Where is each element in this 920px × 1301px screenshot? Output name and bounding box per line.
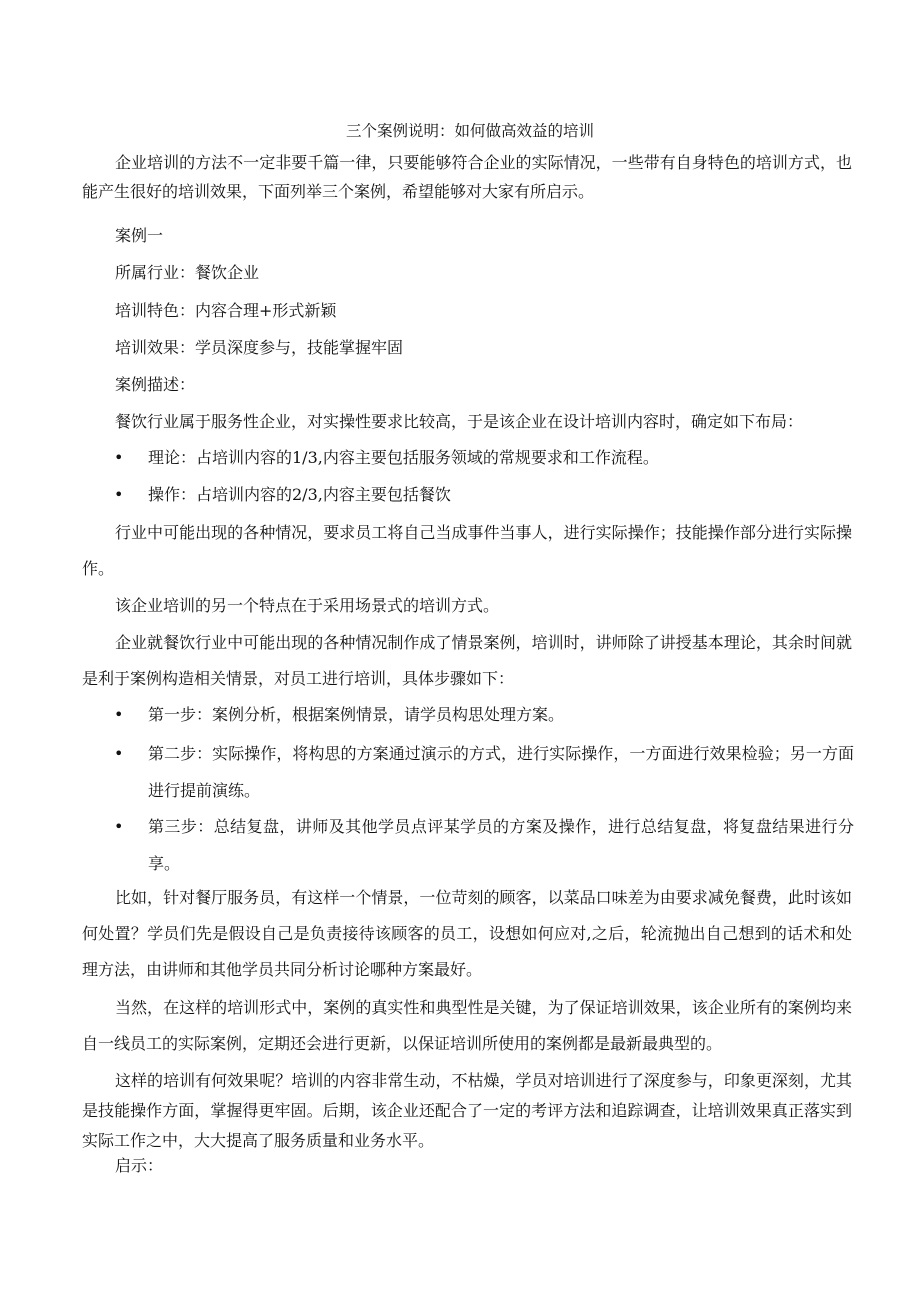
step-text: 第二步：实际操作，将构思的方案通过演示的方式，进行实际操作，一方面进行效果检验；另一方面进行提前演练。 — [148, 744, 854, 800]
step-text: 第三步：总结复盘，讲师及其他学员点评某学员的方案及操作，进行总结复盘，将复盘结果进行分享。 — [148, 817, 854, 873]
description-text: 餐饮行业属于服务性企业，对实操性要求比较高，于是该企业在设计培训内容时，确定如下布局： — [115, 412, 804, 431]
bullet-icon: • — [114, 817, 124, 836]
effect-line: 培训效果：学员深度参与，技能掌握牢固 — [115, 338, 404, 357]
operation-continuation: 行业中可能出现的各种情况，要求员工将自己当成事件当事人，进行实际操作；技能操作部分进行实际操作。 — [82, 523, 852, 578]
bullet-icon: • — [114, 485, 124, 504]
scenario-feature: 该企业培训的另一个特点在于采用场景式的培训方式。 — [115, 596, 500, 615]
case-heading: 案例一 — [115, 226, 164, 245]
document-title: 三个案例说明：如何做高效益的培训 — [345, 122, 594, 140]
step-text: 第一步：案例分析，根据案例情景，请学员构思处理方案。 — [148, 705, 565, 724]
result-paragraph: 这样的培训有何效果呢？培训的内容非常生动，不枯燥，学员对培训进行了深度参与，印象更深刻，尤其是技能操作方面，掌握得更牢固。后期，该企业还配合了一定的考评方法和追踪调查，让培训效果真正落实到实际工作之中，大大提高了服务质量和业务水平。 — [82, 1071, 852, 1150]
key-point-paragraph: 当然，在这样的培训形式中，案例的真实性和典型性是关键，为了保证培训效果，该企业所有的案例均来自一线员工的实际案例，定期还会进行更新，以保证培训所使用的案例都是最新最典型的。 — [82, 998, 852, 1053]
intro-paragraph: 企业培训的方法不一定非要千篇一律，只要能够符合企业的实际情况，一些带有自身特色的培训方式，也能产生很好的培训效果，下面列举三个案例，希望能够对大家有所启示。 — [82, 153, 852, 201]
bullet-icon: • — [114, 448, 124, 467]
example-paragraph: 比如，针对餐厅服务员，有这样一个情景，一位苛刻的顾客，以菜品口味差为由要求减免餐费，此时该如何处置？学员们先是假设自己是负责接待该顾客的员工，设想如何应对,之后，轮流抛出自己想到的话术和处理方法，由讲师和其他学员共同分析讨论哪种方案最好。 — [82, 888, 852, 979]
bullet-icon: • — [114, 744, 124, 763]
bullet-icon: • — [114, 705, 124, 724]
description-label: 案例描述： — [115, 375, 196, 394]
feature-line: 培训特色：内容合理+形式新颖 — [115, 301, 337, 320]
layout-item-text: 操作：占培训内容的2/3,内容主要包括餐饮 — [148, 485, 451, 504]
scenario-description: 企业就餐饮行业中可能出现的各种情况制作成了情景案例，培训时，讲师除了讲授基本理论，其余时间就是利于案例构造相关情景，对员工进行培训，具体步骤如下： — [82, 633, 852, 688]
insight-label: 启示： — [115, 1156, 164, 1175]
industry-line: 所属行业：餐饮企业 — [115, 263, 260, 282]
layout-item-text: 理论：占培训内容的1/3,内容主要包括服务领域的常规要求和工作流程。 — [148, 448, 659, 467]
